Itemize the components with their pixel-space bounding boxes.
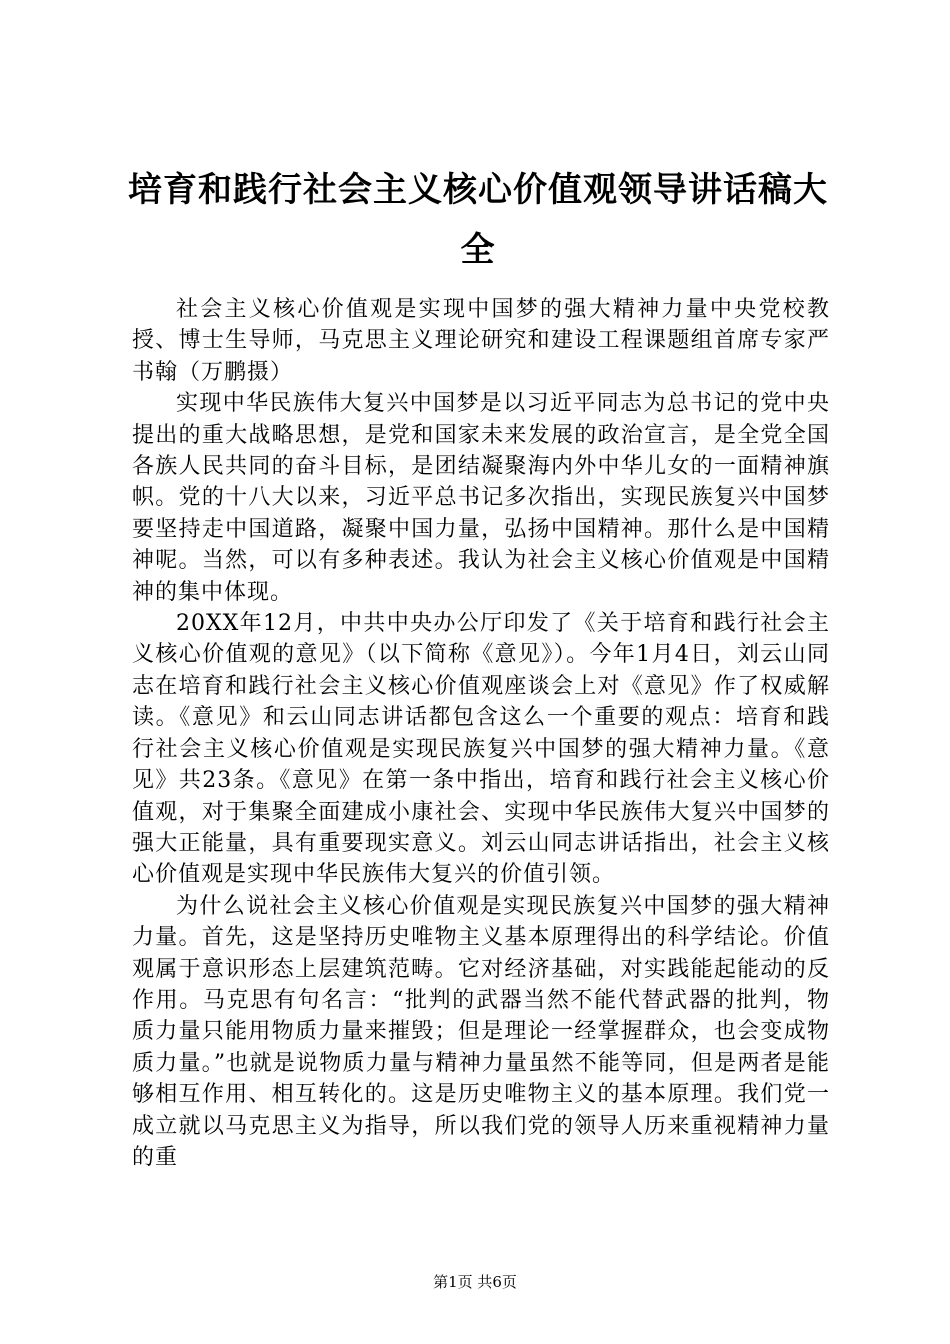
paragraph-3: 20XX年12月，中共中央办公厅印发了《关于培育和践行社会主义核心价值观的意见》（以下简称《意见》）。今年1月4日，刘云山同志在培育和践行社会主义核心价值观座谈会上对《意见》作了权威解读。《意见》和云山同志讲话都包含这么一个重要的观点：培育和践行社会主义核心价值观是实现民族复兴中国梦的强大精神力量。《意见》共23条。《意见》在第一条中指出，培育和践行社会主义核心价值观，对于集聚全面建成小康社会、实现中华民族伟大复兴中国梦的强大正能量，具有重要现实意义。刘云山同志讲话指出，社会主义核心价值观是实现中华民族伟大复兴的价值引领。 — [132, 611, 830, 888]
document-title: 培育和践行社会主义核心价值观领导讲话稿大全 — [128, 170, 828, 270]
paragraph-2: 实现中华民族伟大复兴中国梦是以习近平同志为总书记的党中央提出的重大战略思想，是党和国家未来发展的政治宣言，是全党全国各族人民共同的奋斗目标，是团结凝聚海内外中华儿女的一面精神旗帜。党的十八大以来，习近平总书记多次指出，实现民族复兴中国梦要坚持走中国道路，凝聚中国力量，弘扬中国精神。那什么是中国精神呢。当然，可以有多种表述。我认为社会主义核心价值观是中国精神的集中体现。 — [132, 391, 830, 605]
paragraph-4: 为什么说社会主义核心价值观是实现民族复兴中国梦的强大精神力量。首先，这是坚持历史唯物主义基本原理得出的科学结论。价值观属于意识形态上层建筑范畴。它对经济基础，对实践能起能动的反作用。马克思有句名言：“批判的武器当然不能代替武器的批判，物质力量只能用物质力量来摧毁；但是理论一经掌握群众，也会变成物质力量。”也就是说物质力量与精神力量虽然不能等同，但是两者是能够相互作用、相互转化的。这是历史唯物主义的基本原理。我们党一成立就以马克思主义为指导，所以我们党的领导人历来重视精神力量的重 — [132, 893, 830, 1170]
paragraph-1: 社会主义核心价值观是实现中国梦的强大精神力量中央党校教授、博士生导师，马克思主义理论研究和建设工程课题组首席专家严书翰（万鹏摄） — [132, 297, 830, 385]
page-footer: 第1页 共6页 — [433, 1273, 517, 1291]
document-body — [132, 294, 830, 1173]
